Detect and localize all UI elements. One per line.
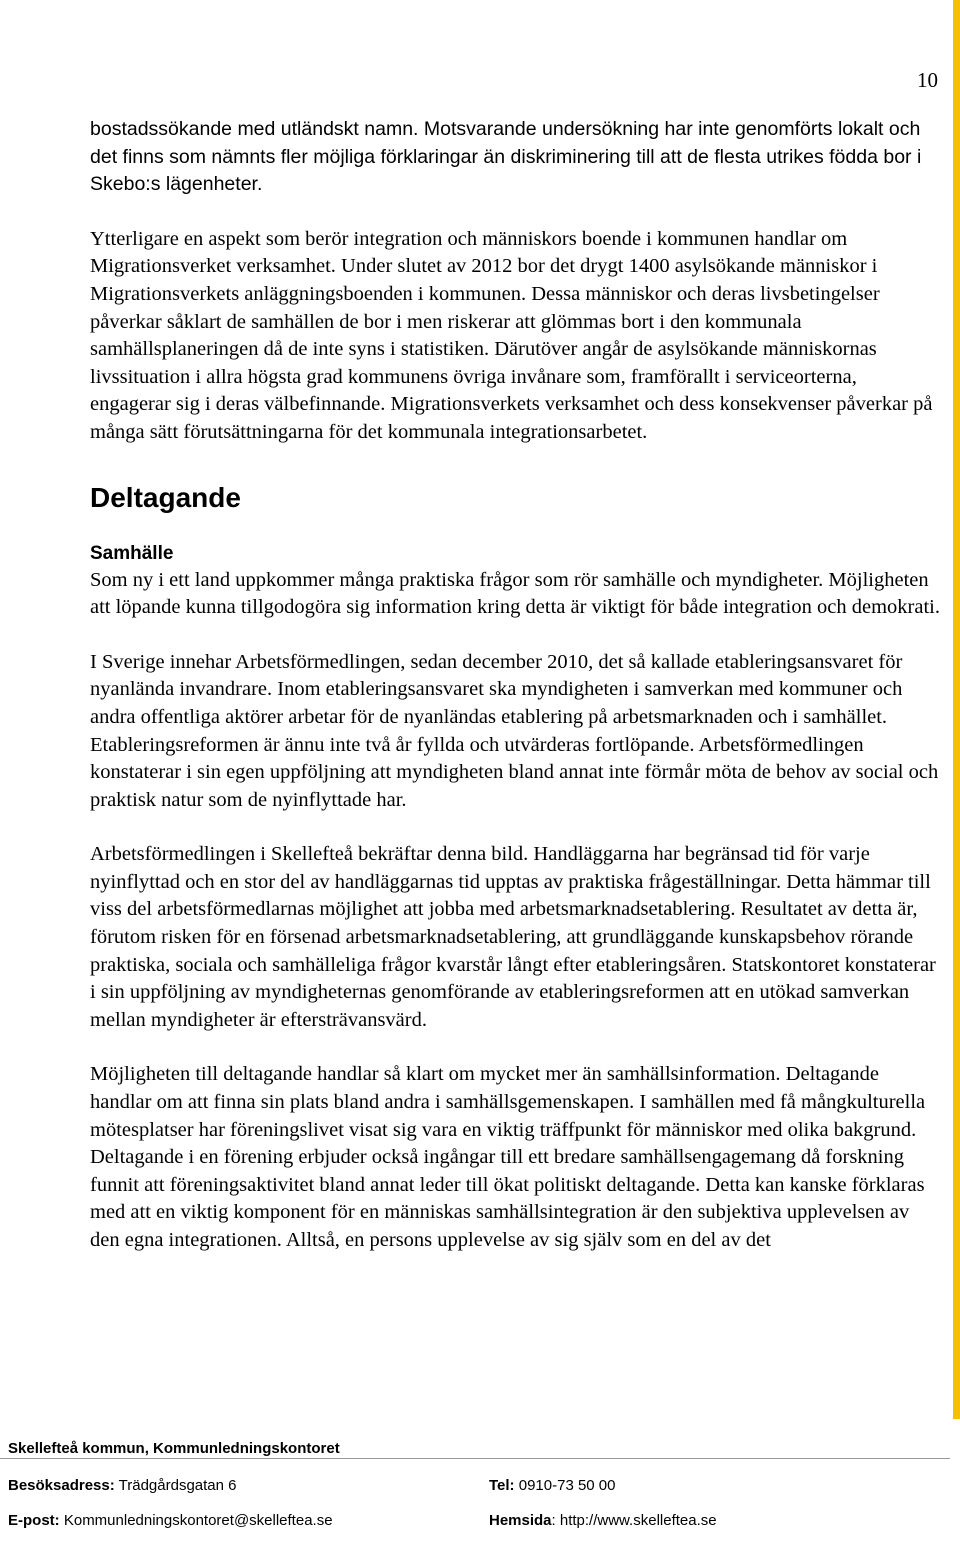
footer-website-label: Hemsida	[489, 1512, 552, 1529]
paragraph-5: Arbetsförmedlingen i Skellefteå bekräftar denna bild. Handläggarna har begränsad tid för varje nyinflyttad och en stor del av handläggarnas tid upptas av praktiska frågeställningar. Detta hämmar till viss del arbetsförmedlarnas möjlighet att jobba med arbetsmarknadsetablering. Resultatet av detta är, förutom risken för en försenad arbetsmarknadsetablering, att grundläggande kunskapsbehov rörande praktiska, sociala och samhälleliga frågor kvarstår långt efter etableringsåren. Statskontoret konstaterar i sin uppföljning av myndigheternas genomförande av etableringsreformen att en utökad samverkan mellan myndigheter är eftersträvansvärd.	[90, 843, 936, 1031]
footer-phone-value: 0910-73 50 00	[518, 1477, 616, 1494]
paragraph-6: Möjligheten till deltagande handlar så klart om mycket mer än samhällsinformation. Deltagande handlar om att finna sin plats bland andra i samhällsgemenskapen. I samhällen med få mångkulturella mötesplatser har föreningslivet visat sig vara en viktig träffpunkt för människor med olika bakgrund. Deltagande i en förening erbjuder också ingångar till ett bredare samhällsengagemang då forskning funnit att föreningsaktivitet bland annat leder till ökat politiskt deltagande. Detta kan kanske förklaras med att en viktig komponent för en människas samhällsintegration är den subjektiva upplevelsen av den egna integrationen. Alltså, en persons upplevelse av sig själv som en del av det	[90, 1063, 926, 1251]
footer-address-label: Besöksadress:	[8, 1477, 115, 1494]
page-number: 10	[917, 68, 938, 92]
footer-divider	[0, 1458, 950, 1459]
subsection-heading: Samhälle	[90, 542, 174, 564]
footer-phone	[489, 1477, 616, 1494]
paragraph-2: Ytterligare en aspekt som berör integration och människors boende i kommunen handlar om Migrationsverket verksamhet. Under slutet av 2012 bor det drygt 1400 asylsökande människor i Migrationsverkets anläggningsboenden i kommunen. Dessa människor och deras livsbetingelser påverkar såklart de samhällen de bor i men riskerar att glömmas bort i den kommunala samhällsplaneringen då de inte syns i statistiken. Därutöver angår de asylsökande människornas livssituation i allra högsta grad kommunens övriga invånare som, framförallt i serviceorterna, engagerar sig i deras välbefinnande. Migrationsverkets verksamhet och dess konsekvenser påverkar på många sätt förutsättningarna för det kommunala integrationsarbetet.	[90, 227, 933, 443]
footer-email-label: E-post:	[8, 1512, 60, 1529]
footer-website-value[interactable]: : http://www.skelleftea.se	[551, 1512, 717, 1529]
footer-phone-label: Tel:	[489, 1477, 515, 1494]
footer-address-value: Trädgårdsgatan 6	[118, 1477, 237, 1494]
section-heading: Deltagande	[90, 481, 241, 513]
footer-email	[8, 1512, 333, 1529]
footer-website	[489, 1512, 717, 1529]
paragraph-4: I Sverige innehar Arbetsförmedlingen, sedan december 2010, det så kallade etableringsansvaret för nyanlända invandrare. Inom etableringsansvaret ska myndigheten i samverkan med kommuner och andra offentliga aktörer arbetar för de nyanländas etablering på arbetsmarknaden och i samhället. Etableringsreformen är ännu inte två år fyllda och utvärderas fortlöpande. Arbetsförmedlingen konstaterar i sin egen uppföljning att myndigheten bland annat inte förmår möta de behov av social och praktisk natur som de nyinflyttade har.	[90, 650, 939, 811]
footer-organization: Skellefteå kommun, Kommunledningskontoret	[8, 1440, 340, 1457]
footer-address	[8, 1477, 237, 1494]
document-body	[90, 116, 940, 1255]
paragraph-1: bostadssökande med utländskt namn. Motsvarande undersökning har inte genomförts lokalt och det finns som nämnts fler möjliga förklaringar än diskriminering till att de flesta utrikes födda bor i Skebo:s lägenheter.	[90, 118, 922, 196]
paragraph-3: Som ny i ett land uppkommer många praktiska frågor som rör samhälle och myndigheter. Möjligheten att löpande kunna tillgodogöra sig information kring detta är viktigt för både integration och demokrati.	[90, 568, 940, 619]
footer-email-value[interactable]: Kommunledningskontoret@skelleftea.se	[63, 1512, 333, 1529]
yellow-side-bar	[953, 0, 960, 1419]
